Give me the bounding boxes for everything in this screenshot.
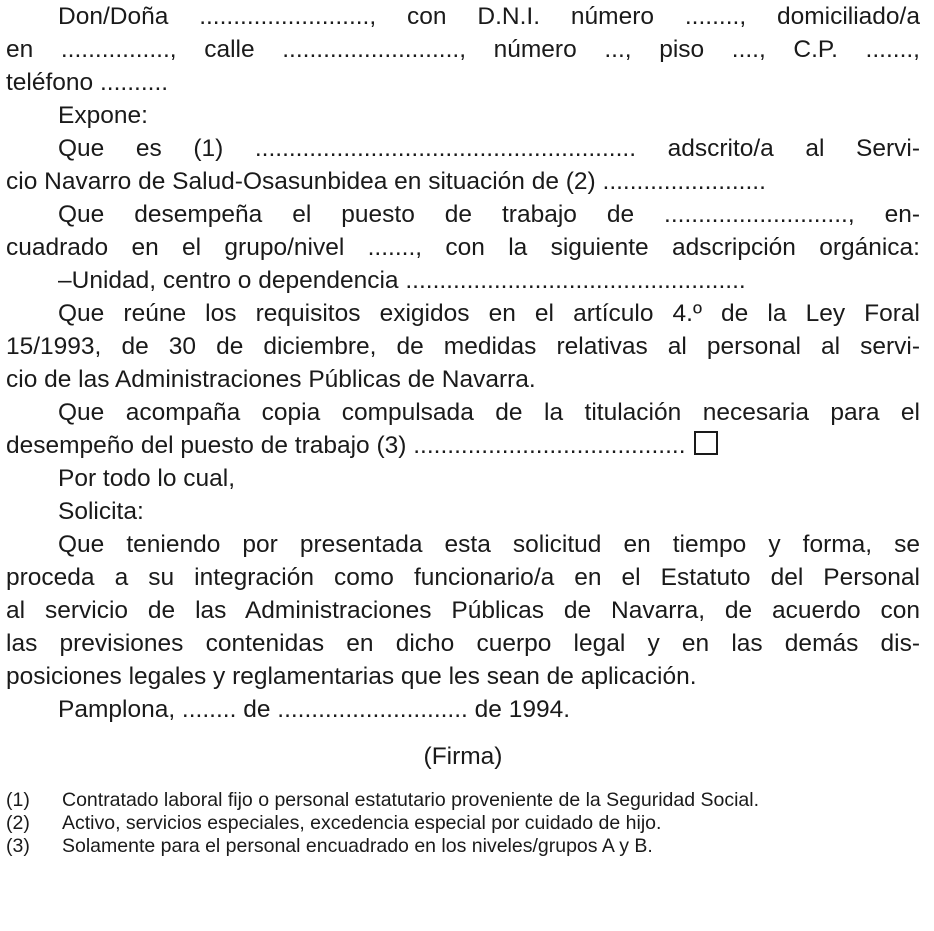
footnote-text: Activo, servicios especiales, excedencia especial por cuidado de hijo. [62,812,662,834]
request-paragraph [6,528,920,693]
footnote-text: Contratado laboral fijo o personal estatutario proveniente de la Seguridad Social. [62,789,760,811]
text-line: al servicio de las Administraciones Públicas de Navarra, de acuerdo con [6,597,920,624]
text-line: posiciones legales y reglamentarias que les sean de aplicación. [6,663,697,690]
requirements-paragraph [6,297,920,396]
text-line: cio Navarro de Salud-Osasunbidea en situación de (2) ........................ [6,168,766,195]
text-line: las previsiones contenidas en dicho cuerpo legal y en las demás dis- [6,630,920,657]
place-date-line: Pamplona, ........ de ............................ de 1994. [58,696,571,723]
unit-line: –Unidad, centro o dependencia .................................................. [58,267,746,294]
text-line: Que es (1) ........................................................ adscrito/a al Servi- [58,135,920,162]
footnote-number: (3) [6,835,30,857]
footnote-number: (1) [6,789,30,811]
text-line: Que acompaña copia compulsada de la titulación necesaria para el [58,399,920,426]
text-line [6,429,920,462]
text-line: en ................, calle .........................., número ..., piso ...., C.P. ......., [6,36,920,63]
applicant-paragraph [6,0,920,99]
job-paragraph [6,198,920,264]
degree-checkbox[interactable] [694,431,718,455]
por-todo-line: Por todo lo cual, [58,465,236,492]
footnote-text: Solamente para el personal encuadrado en los niveles/grupos A y B. [62,835,653,857]
footnote [6,812,920,835]
expone-heading: Expone: [58,102,148,129]
text-line: Don/Doña ........................., con D.N.I. número ........, domiciliado/a [58,3,920,30]
application-form [6,0,920,858]
text-line: proceda a su integración como funcionario/a en el Estatuto del Personal [6,564,920,591]
text-line: cuadrado en el grupo/nivel ......., con la siguiente adscripción orgánica: [6,234,920,261]
text-line: 15/1993, de 30 de diciembre, de medidas relativas al personal al servi- [6,333,920,360]
text-line: Que desempeña el puesto de trabajo de ..........................., en- [58,201,920,228]
signature-label: (Firma) [423,743,503,770]
text-line: Que teniendo por presentada esta solicitud en tiempo y forma, se [58,531,920,558]
footnote [6,789,920,812]
solicita-heading: Solicita: [58,498,144,525]
footnote-number: (2) [6,812,30,834]
footnote [6,835,920,858]
text-line: cio de las Administraciones Públicas de Navarra. [6,366,536,393]
footnotes [6,789,920,858]
status-paragraph [6,132,920,198]
text-line: Que reúne los requisitos exigidos en el artículo 4.º de la Ley Foral [58,300,920,327]
text-segment: desempeño del puesto de trabajo (3) ........................................ [6,432,686,459]
degree-paragraph [6,396,920,462]
text-line: teléfono .......... [6,69,169,96]
